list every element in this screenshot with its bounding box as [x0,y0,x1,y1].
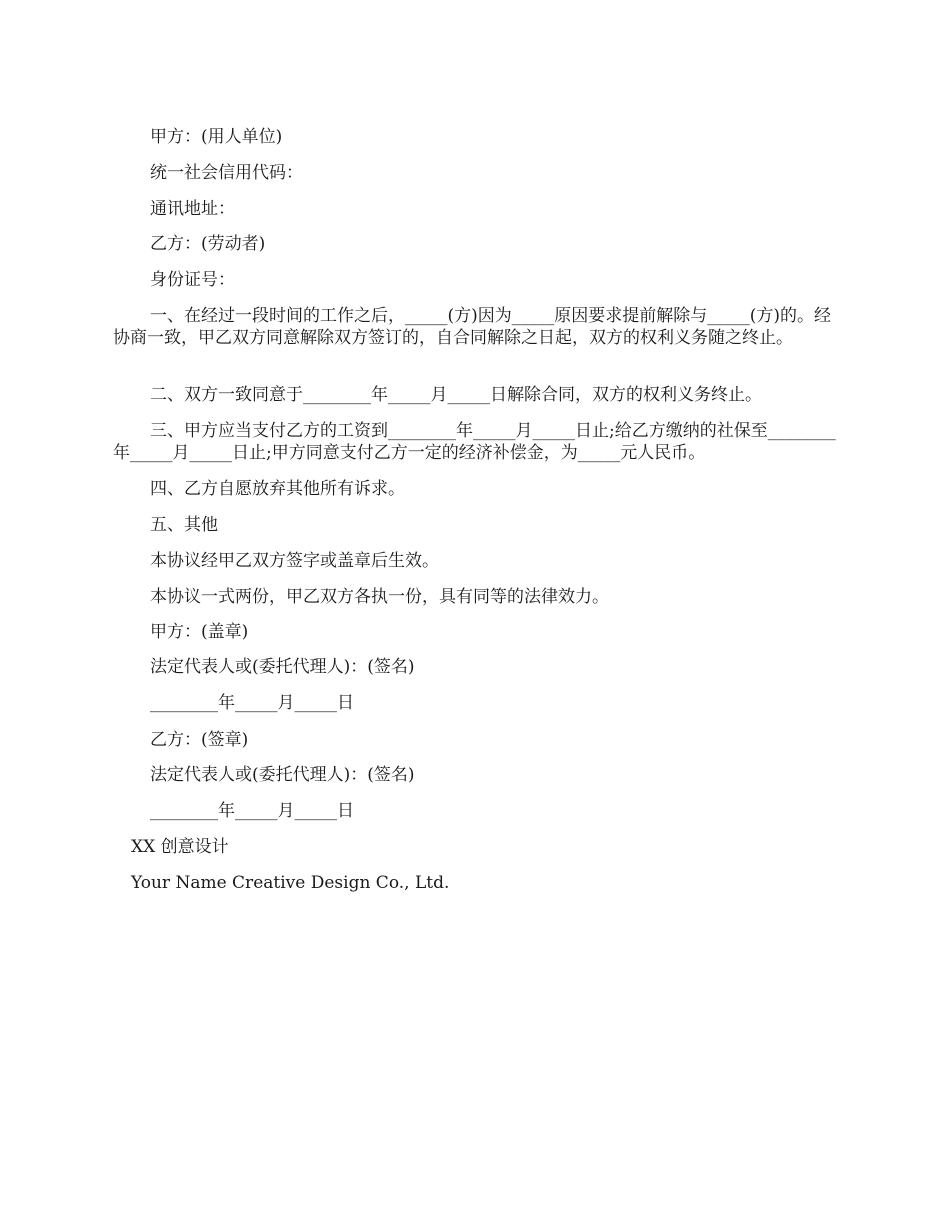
party-a-date: ________年_____月_____日 [150,693,354,713]
party-b-label: 乙方：(劳动者) [150,234,266,254]
clause-4: 四、乙方自愿放弃其他所有诉求。 [150,479,405,499]
clause-2: 二、双方一致同意于________年_____月_____日解除合同，双方的权利义务终止。 [150,385,762,405]
party-a-label: 甲方：(用人单位) [150,127,283,147]
credit-code-label: 统一社会信用代码： [150,163,303,183]
clause-5: 五、其他 [150,515,218,535]
party-b-representative: 法定代表人或(委托代理人)：(签名) [150,765,415,785]
clause-3: 三、甲方应当支付乙方的工资到________年_____月_____日止;给乙方缴纳的社保至________年_____月_____日止;甲方同意支付乙方一定的经济补偿金，为_____元人民币。 [113,421,836,463]
party-b-date: ________年_____月_____日 [150,801,354,821]
party-a-seal: 甲方：(盖章) [150,622,249,642]
clause-1: 一、在经过一段时间的工作之后，_____(方)因为_____原因要求提前解除与_____(方)的。经协商一致，甲乙双方同意解除双方签订的，自合同解除之日起，双方的权利义务随之终止。 [113,306,832,348]
id-number-label: 身份证号： [150,270,235,290]
party-b-seal: 乙方：(签章) [150,730,249,750]
effect-note: 本协议经甲乙双方签字或盖章后生效。 [150,551,439,571]
party-a-representative: 法定代表人或(委托代理人)：(签名) [150,657,415,677]
company-name-en: Your Name Creative Design Co., Ltd. [131,873,450,893]
copies-note: 本协议一式两份，甲乙双方各执一份，具有同等的法律效力。 [150,587,609,607]
address-label: 通讯地址： [150,199,235,219]
company-name-cn: XX 创意设计 [131,837,229,857]
